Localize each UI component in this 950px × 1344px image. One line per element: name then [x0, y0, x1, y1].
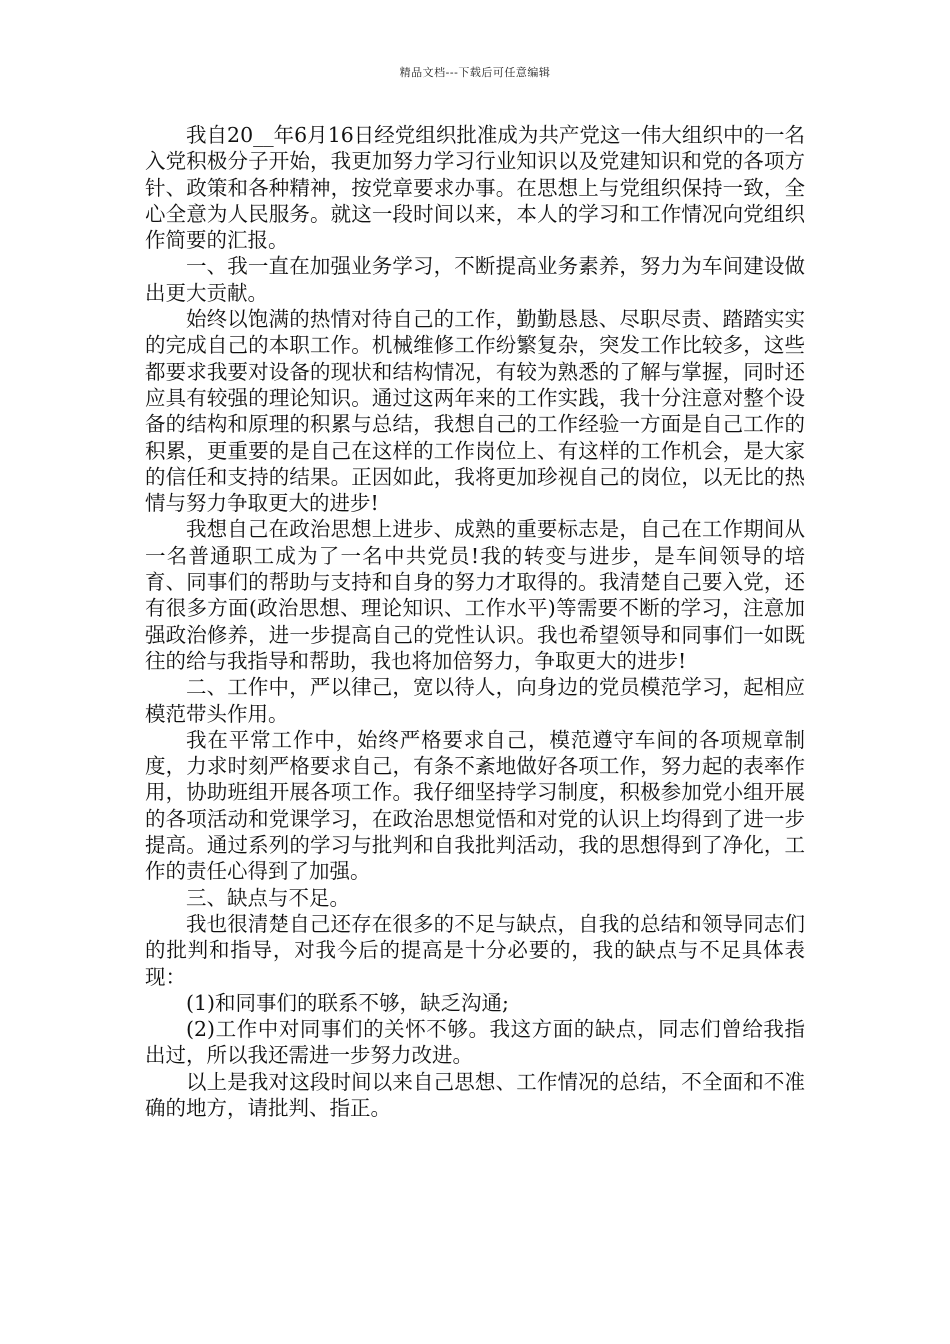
page-header: 精品文档---下载后可任意编辑 — [399, 66, 551, 79]
paragraph-shortcomings: 我也很清楚自己还存在很多的不足与缺点，自我的总结和领导同志们的批判和指导，对我今后的提高是十分必要的，我的缺点与不足具体表现： — [145, 911, 805, 989]
section-heading-3: 三、缺点与不足。 — [186, 885, 350, 910]
paragraph-intro: 我自20__年6月16日经党组织批准成为共产党这一伟大组织中的一名入党积极分子开始，我更加努力学习行业知识以及党建知识和党的各项方针、政策和各种精神，按党章要求办事。在思想上与党组织保持一致，全心全意为人民服务。就这一段时间以来，本人的学习和工作情况向党组织作简要的汇报。 — [145, 123, 805, 253]
section-heading-1: 一、我一直在加强业务学习，不断提高业务素养，努力为车间建设做出更大贡献。 — [145, 254, 805, 305]
paragraph-conclusion: 以上是我对这段时间以来自己思想、工作情况的总结，不全面和不准确的地方，请批判、指正。 — [145, 1069, 805, 1120]
paragraph-work-attitude: 始终以饱满的热情对待自己的工作，勤勤恳恳、尽职尽责、踏踏实实的完成自己的本职工作。机械维修工作纷繁复杂，突发工作比较多，这些都要求我要对设备的现状和结构情况，有较为熟悉的了解与掌握，同时还应具有较强的理论知识。通过这两年来的工作实践，我十分注意对整个设备的结构和原理的积累与总结，我想自己的工作经验一方面是自己工作的积累，更重要的是自己在这样的工作岗位上、有这样的工作机会，是大家的信任和支持的结果。正因如此，我将更加珍视自己的岗位，以无比的热情与努力争取更大的进步! — [145, 307, 805, 516]
list-item-2: (2)工作中对同事们的关怀不够。我这方面的缺点，同志们曾给我指出过，所以我还需进一步努力改进。 — [145, 1017, 805, 1068]
paragraph-self-discipline: 我在平常工作中，始终严格要求自己，模范遵守车间的各项规章制度，力求时刻严格要求自己，有条不紊地做好各项工作，努力起的表率作用，协助班组开展各项工作。我仔细坚持学习制度，积极参加党小组开展的各项活动和党课学习，在政治思想觉悟和对党的认识上均得到了进一步提高。通过系列的学习与批判和自我批判活动，我的思想得到了净化，工作的责任心得到了加强。 — [145, 727, 805, 884]
paragraph-political-progress: 我想自己在政治思想上进步、成熟的重要标志是，自己在工作期间从一名普通职工成为了一名中共党员!我的转变与进步，是车间领导的培育、同事们的帮助与支持和自身的努力才取得的。我清楚自己要入党，还有很多方面(政治思想、理论知识、工作水平)等需要不断的学习，注意加强政治修养，进一步提高自己的党性认识。我也希望领导和同事们一如既往的给与我指导和帮助，我也将加倍努力，争取更大的进步! — [145, 517, 805, 673]
list-item-1: (1)和同事们的联系不够，缺乏沟通; — [186, 990, 509, 1015]
document-body — [145, 122, 805, 1121]
section-heading-2: 二、工作中，严以律己，宽以待人，向身边的党员模范学习，起相应模范带头作用。 — [145, 675, 805, 726]
